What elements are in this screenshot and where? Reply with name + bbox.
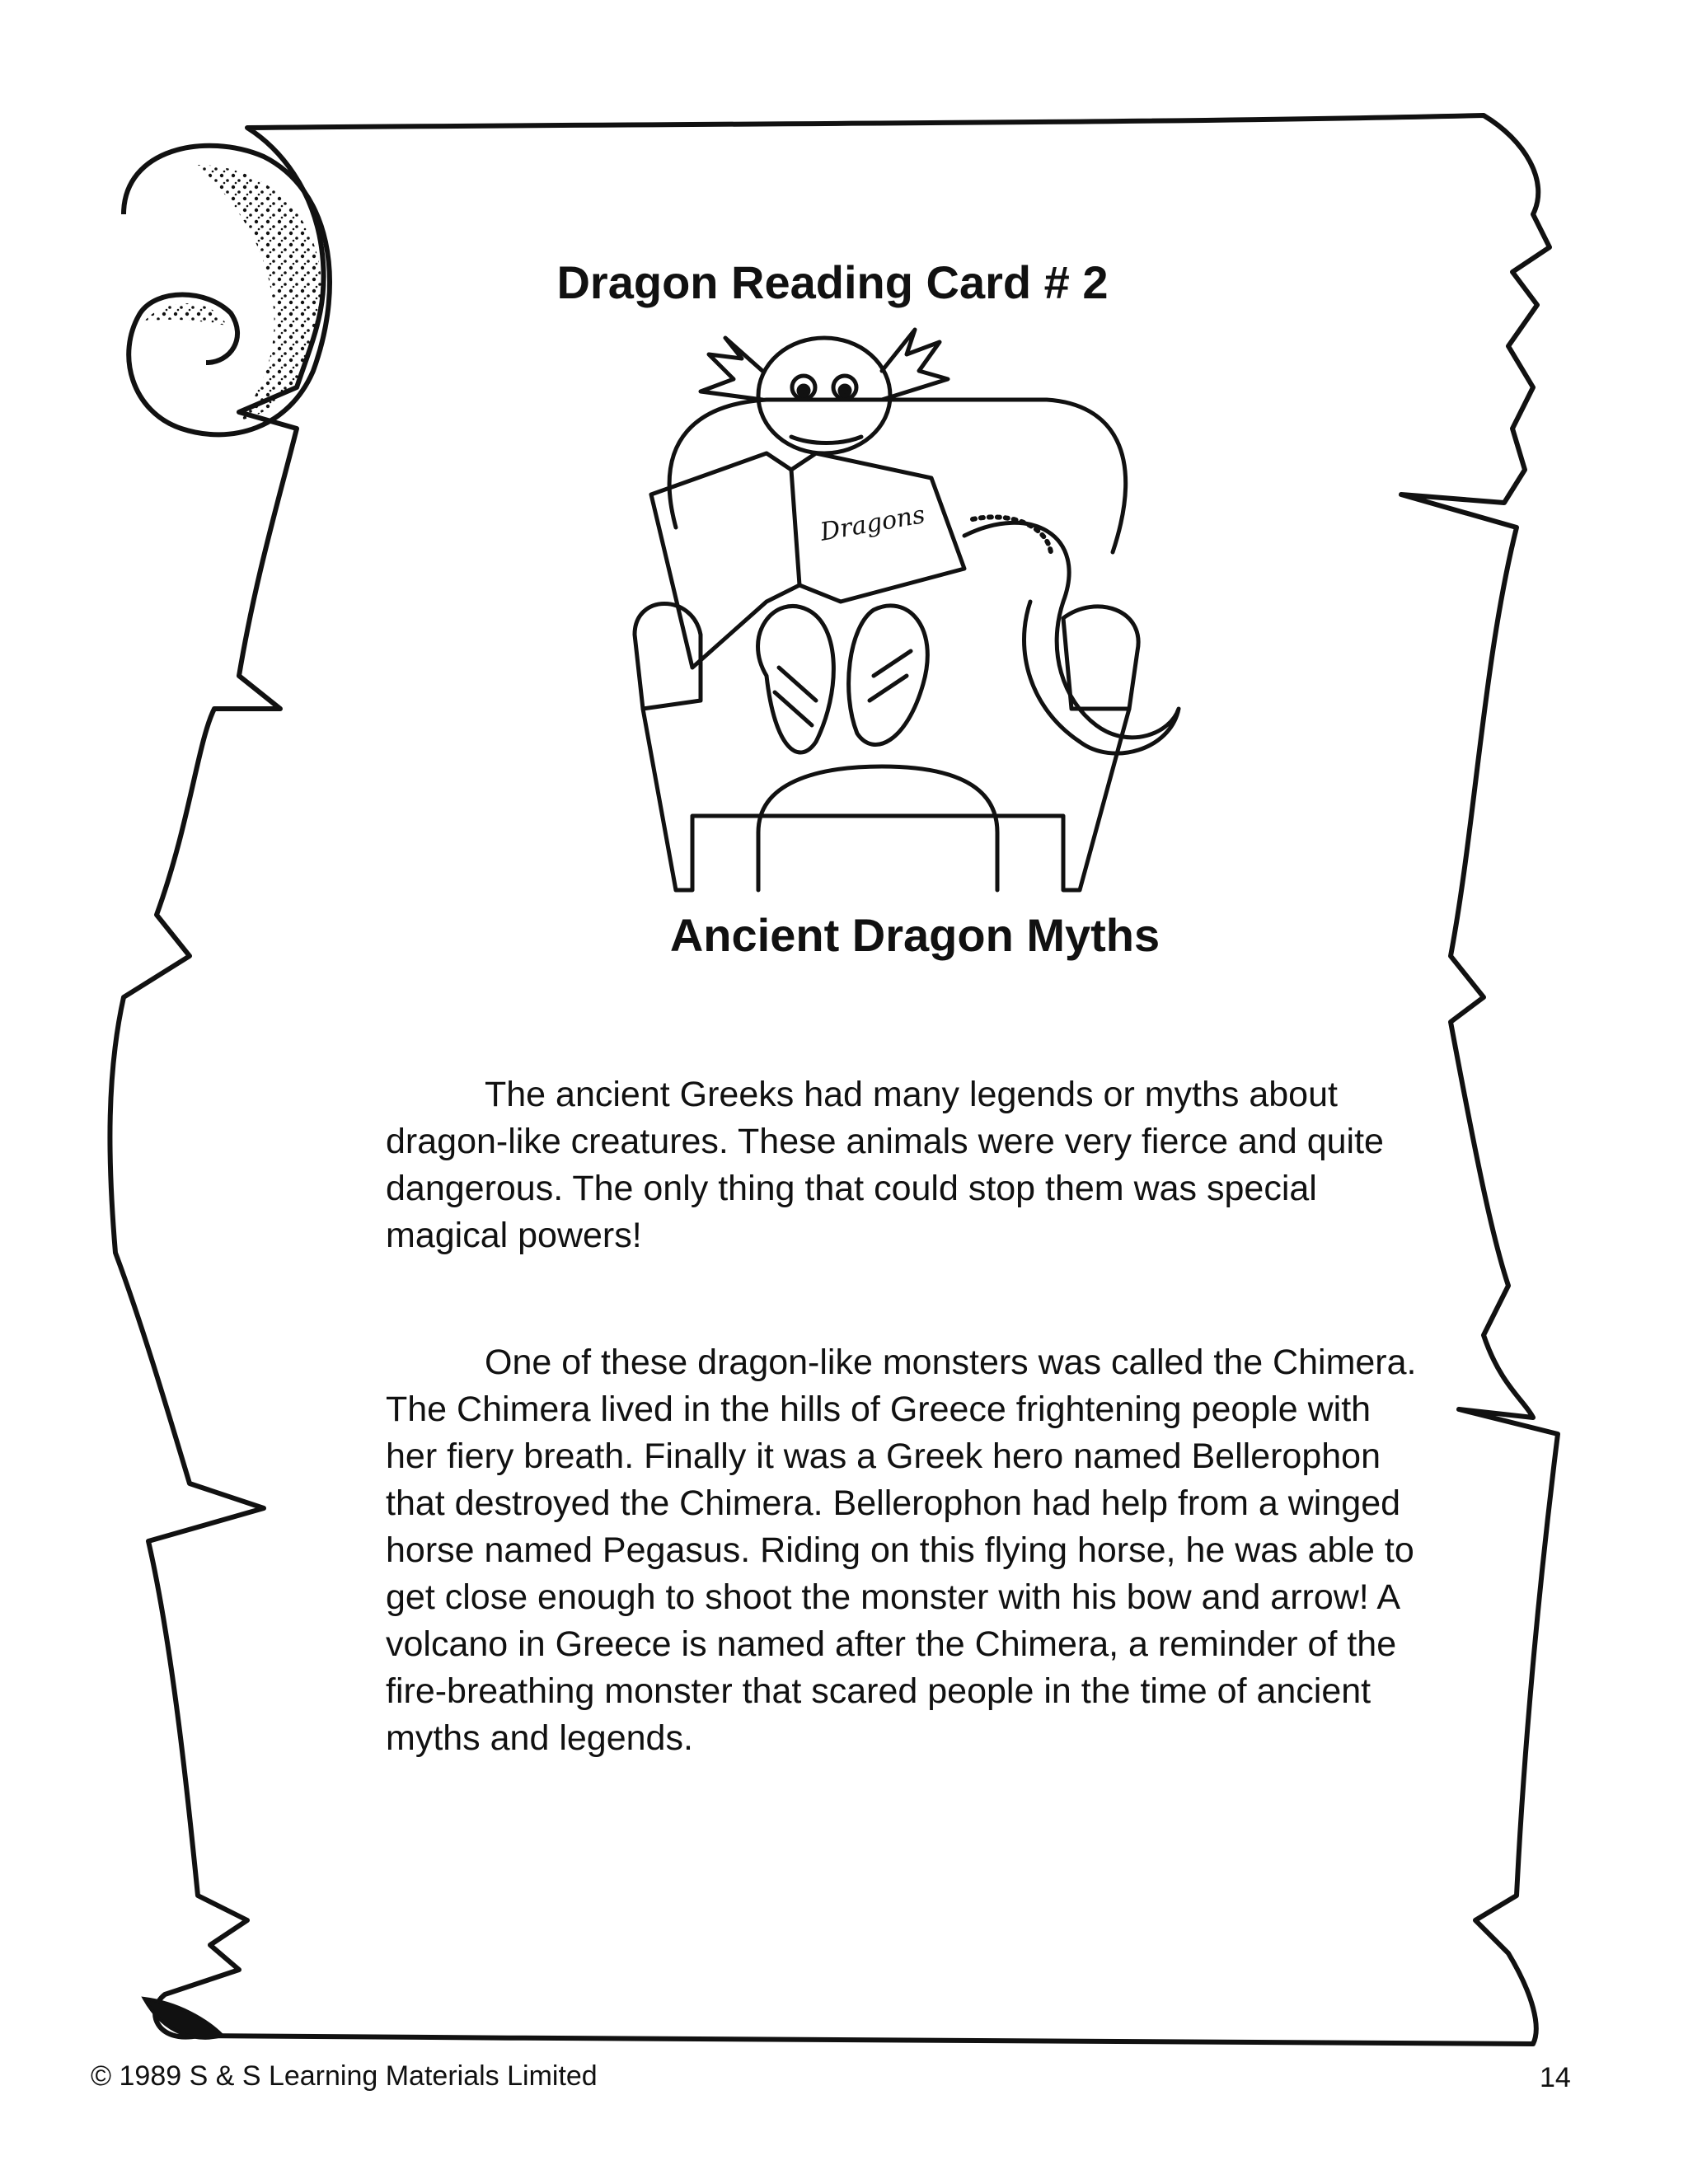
book-label: Dragons <box>818 500 927 547</box>
dragon-right-foot <box>849 606 928 745</box>
copyright-footer: © 1989 S & S Learning Materials Limited <box>91 2060 598 2092</box>
body-paragraph: The ancient Greeks had many legends or myths about dragon-like creatures. These animals were very fierce and quite dangerous. The only thing that could stop them was special magical powers! <box>386 1075 1384 1255</box>
book <box>651 453 964 668</box>
dragon-head <box>758 338 890 453</box>
dragon-left-wing <box>701 338 762 400</box>
card-title: Dragon Reading Card # 2 <box>556 256 1109 308</box>
armchair-right-arm <box>1063 607 1138 709</box>
section-title: Ancient Dragon Myths <box>669 909 1160 961</box>
armchair-seat <box>643 709 1129 890</box>
footstool <box>758 766 997 890</box>
dragon-reading-illustration <box>602 321 1228 915</box>
dragon-tail <box>964 523 1179 753</box>
body-paragraph: One of these dragon-like monsters was called the Chimera. The Chimera lived in the hills of Greece frightening people with her fiery breath. Finally it was a Greek hero named Bellerophon that destroyed the Chimera. Bellerophon had help from a winged horse named Pegasus. Riding on this flying horse, he was able to get close enough to shoot the monster with his bow and arrow! A volcano in Greece is named after the Chimera, a reminder of the fire-breathing monster that scared people in the time of ancient myths and legends. <box>386 1343 1417 1758</box>
dragon-left-foot <box>758 606 834 752</box>
page-number: 14 <box>1540 2062 1571 2093</box>
